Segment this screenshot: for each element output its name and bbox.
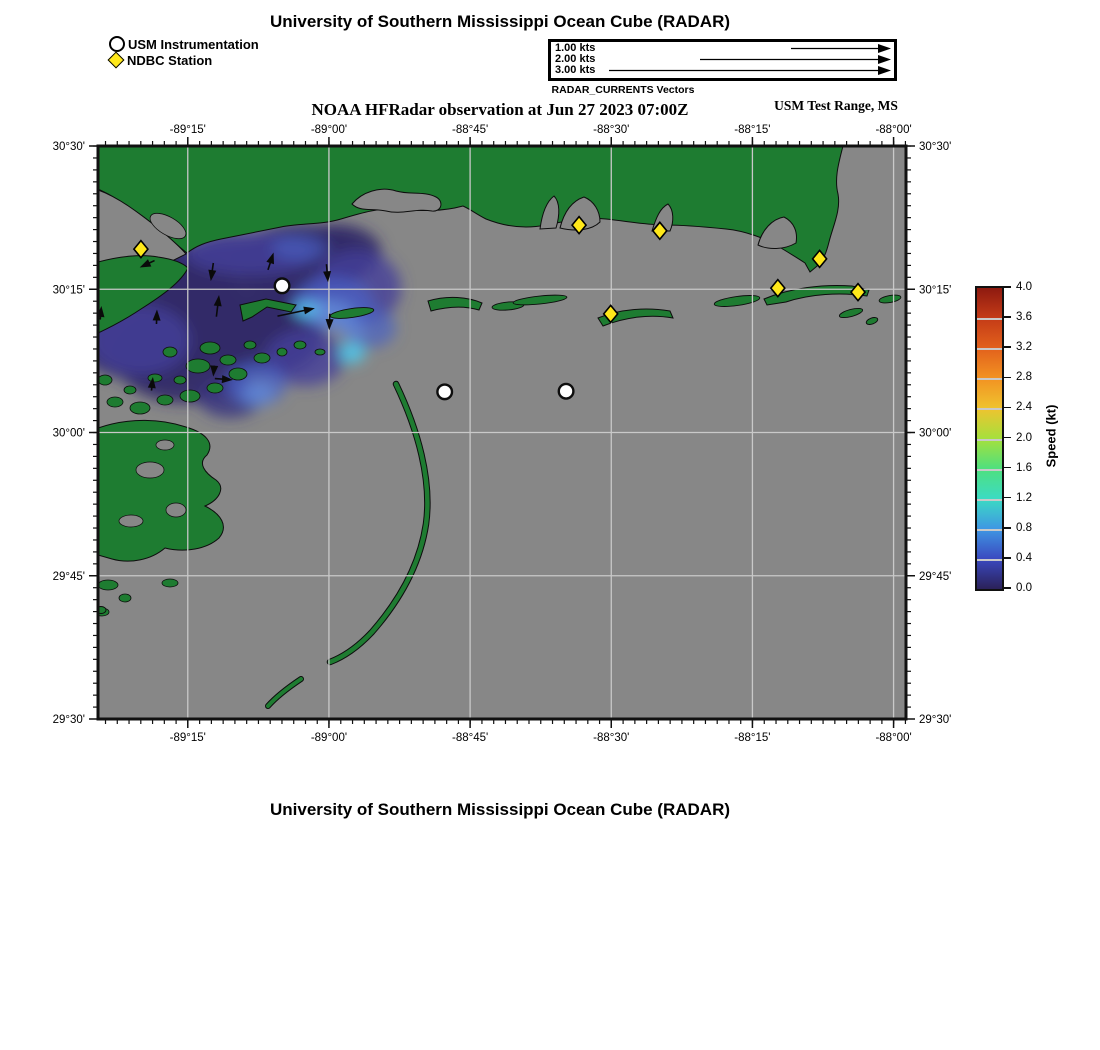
- colorbar-tick-label: 3.6: [1016, 311, 1032, 324]
- lon-tick-label: -89°15': [169, 732, 206, 744]
- colorbar-tick-label: 0.0: [1016, 582, 1032, 594]
- colorbar-gridline: [977, 318, 1002, 320]
- colorbar-gridline: [977, 408, 1002, 410]
- colorbar-gridline: [977, 378, 1002, 380]
- islet: [98, 375, 112, 385]
- lon-tick-label: -88°30': [593, 124, 630, 136]
- lat-tick-label: 30°15': [52, 284, 85, 297]
- lat-tick-label: 30°15': [919, 284, 952, 297]
- islet: [220, 355, 236, 365]
- usm-instrumentation-marker: [437, 385, 452, 400]
- lon-tick-label: -88°45': [451, 124, 489, 136]
- colorbar-tick-label: 2.8: [1016, 371, 1032, 384]
- lat-tick-label: 29°30': [919, 714, 952, 726]
- colorbar-tick-label: 2.0: [1016, 431, 1032, 444]
- islet: [163, 347, 177, 357]
- lat-tick-label: 30°30': [52, 141, 85, 153]
- islet: [294, 341, 306, 349]
- colorbar-tick-label: 3.2: [1016, 341, 1032, 354]
- islet: [200, 342, 220, 354]
- islet: [186, 359, 210, 373]
- islet: [180, 390, 200, 402]
- lon-tick-label: -89°00': [310, 732, 348, 744]
- islet: [254, 353, 270, 363]
- lon-tick-label: -88°45': [451, 732, 489, 744]
- usm-instrumentation-marker: [559, 384, 574, 399]
- vector-scale-label: 2.00 kts: [555, 53, 596, 65]
- vector-scale-label: 1.00 kts: [555, 42, 596, 54]
- lon-tick-label: -88°15': [734, 124, 771, 136]
- colorbar-tick: [1003, 497, 1011, 499]
- islet: [98, 580, 118, 590]
- lon-tick-label: -88°15': [734, 732, 771, 744]
- colorbar-tick: [1003, 407, 1011, 409]
- lat-tick-label: 29°45': [919, 570, 952, 583]
- lat-tick-label: 30°00': [52, 427, 85, 440]
- colorbar-gridline: [977, 499, 1002, 501]
- legend-label-usm: USM Instrumentation: [128, 36, 259, 52]
- colorbar-tick: [1003, 286, 1011, 288]
- colorbar-tick: [1003, 587, 1011, 589]
- colorbar-tick: [1003, 527, 1011, 529]
- colorbar-tick-label: 0.8: [1016, 521, 1032, 534]
- islet: [148, 374, 162, 382]
- lon-tick-label: -89°15': [169, 124, 206, 136]
- vector-scale-caption: RADAR_CURRENTS Vectors: [551, 84, 695, 96]
- figure-title-bottom: University of Southern Mississippi Ocean Cube (RADAR): [269, 800, 731, 819]
- lat-tick-label: 30°30': [919, 141, 952, 153]
- islet: [124, 386, 136, 394]
- islet: [162, 579, 178, 587]
- speed-colorbar: [975, 286, 1004, 591]
- colorbar-tick-label: 4.0: [1016, 281, 1032, 293]
- colorbar-tick-label: 1.2: [1016, 491, 1032, 504]
- colorbar-gridline: [977, 439, 1002, 441]
- colorbar-tick-label: 2.4: [1016, 401, 1032, 414]
- islet: [229, 368, 247, 380]
- islet: [277, 348, 287, 356]
- islet: [130, 402, 150, 414]
- lon-tick-label: -88°00': [875, 124, 912, 136]
- colorbar-axis-label: Speed (kt): [1043, 404, 1059, 468]
- islet: [119, 594, 131, 602]
- colorbar-tick: [1003, 467, 1011, 469]
- lat-tick-label: 29°30': [52, 714, 85, 726]
- islet: [107, 397, 123, 407]
- usm-instrumentation-marker: [275, 279, 290, 294]
- colorbar-tick: [1003, 346, 1011, 348]
- colorbar-gridline: [977, 529, 1002, 531]
- islet: [207, 383, 223, 393]
- lon-tick-label: -88°00': [875, 732, 912, 744]
- colorbar-gridline: [977, 469, 1002, 471]
- lat-tick-label: 29°45': [52, 570, 85, 583]
- islet: [157, 395, 173, 405]
- colorbar-gridline: [977, 348, 1002, 350]
- islet: [174, 376, 186, 384]
- lat-tick-label: 30°00': [919, 427, 952, 440]
- region-label: USM Test Range, MS: [774, 98, 898, 113]
- colorbar-tick: [1003, 377, 1011, 379]
- islet: [315, 349, 325, 355]
- figure-title-top: University of Southern Mississippi Ocean Cube (RADAR): [269, 12, 731, 31]
- vector-scale-label: 3.00 kts: [555, 64, 596, 76]
- lon-tick-label: -89°00': [310, 124, 348, 136]
- colorbar-tick: [1003, 316, 1011, 318]
- colorbar-tick: [1003, 557, 1011, 559]
- colorbar-tick: [1003, 437, 1011, 439]
- lon-tick-label: -88°30': [593, 732, 630, 744]
- colorbar-tick-label: 1.6: [1016, 461, 1032, 474]
- legend-label-ndbc: NDBC Station: [127, 52, 213, 68]
- observation-subtitle: NOAA HFRadar observation at Jun 27 2023 07:00Z: [311, 100, 689, 119]
- colorbar-gridline: [977, 559, 1002, 561]
- islet: [244, 341, 256, 349]
- colorbar-tick-label: 0.4: [1016, 551, 1032, 564]
